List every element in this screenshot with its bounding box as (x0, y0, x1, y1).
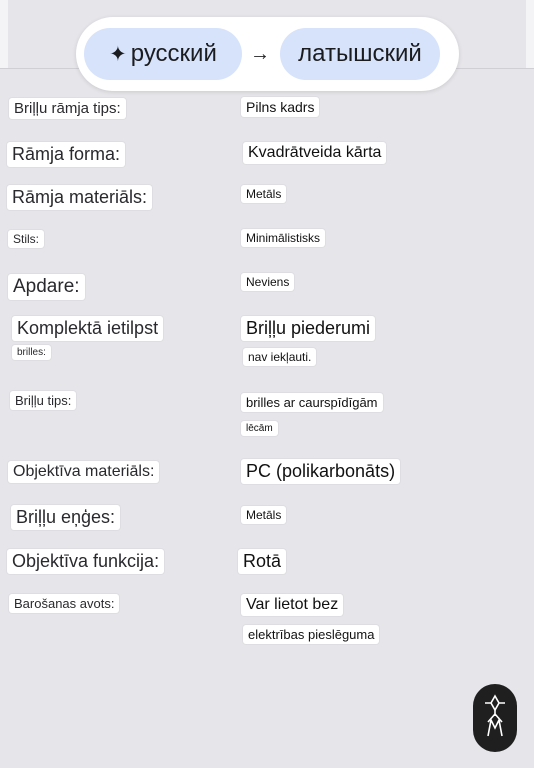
source-language-button[interactable] (84, 28, 242, 80)
label-frame-shape: Rāmja forma: (7, 142, 125, 167)
label-lens-function: Objektīva funkcija: (7, 549, 164, 574)
value-finish: Neviens (241, 273, 294, 291)
value-frame-shape: Kvadrātveida kārta (243, 142, 386, 164)
value-lens-function: Rotā (238, 549, 286, 574)
translate-logo-icon (480, 692, 510, 744)
label-style: Stils: (8, 230, 44, 248)
label-frame-material: Rāmja materiāls: (7, 185, 152, 210)
label-glasses-type: Briļļu tips: (10, 391, 76, 410)
value-frame-material: Metāls (241, 185, 286, 203)
value-power-source: Var lietot bez (241, 594, 343, 616)
value-hinges: Metāls (241, 506, 286, 524)
value-glasses-type-cont: lēcām (241, 421, 278, 436)
value-lens-material: PC (polikarbonāts) (241, 459, 400, 484)
label-finish: Apdare: (8, 274, 85, 300)
language-selector (76, 17, 459, 91)
left-edge (0, 0, 8, 68)
label-power-source: Barošanas avots: (9, 594, 119, 613)
right-edge (526, 0, 534, 68)
label-frame-type: Briļļu rāmja tips: (9, 98, 126, 119)
label-included-cont: brilles: (12, 345, 51, 360)
value-frame-type: Pilns kadrs (241, 97, 319, 117)
sparkle-icon: ✦ (109, 42, 127, 66)
target-language-label: латышский (298, 40, 422, 67)
value-style: Minimālistisks (241, 229, 325, 247)
arrow-right-icon[interactable]: → (250, 43, 270, 65)
value-included-cont: nav iekļauti. (243, 348, 316, 366)
value-glasses-type: brilles ar caurspīdīgām (241, 393, 383, 412)
value-included: Briļļu piederumi (241, 316, 375, 341)
label-lens-material: Objektīva materiāls: (8, 461, 159, 483)
label-included: Komplektā ietilpst (12, 316, 163, 341)
target-language-button[interactable] (280, 28, 440, 80)
translate-logo-button[interactable] (473, 684, 517, 752)
label-hinges: Briļļu eņģes: (11, 505, 120, 530)
source-language-label: русский (130, 40, 217, 67)
value-power-source-cont: elektrības pieslēguma (243, 625, 379, 644)
